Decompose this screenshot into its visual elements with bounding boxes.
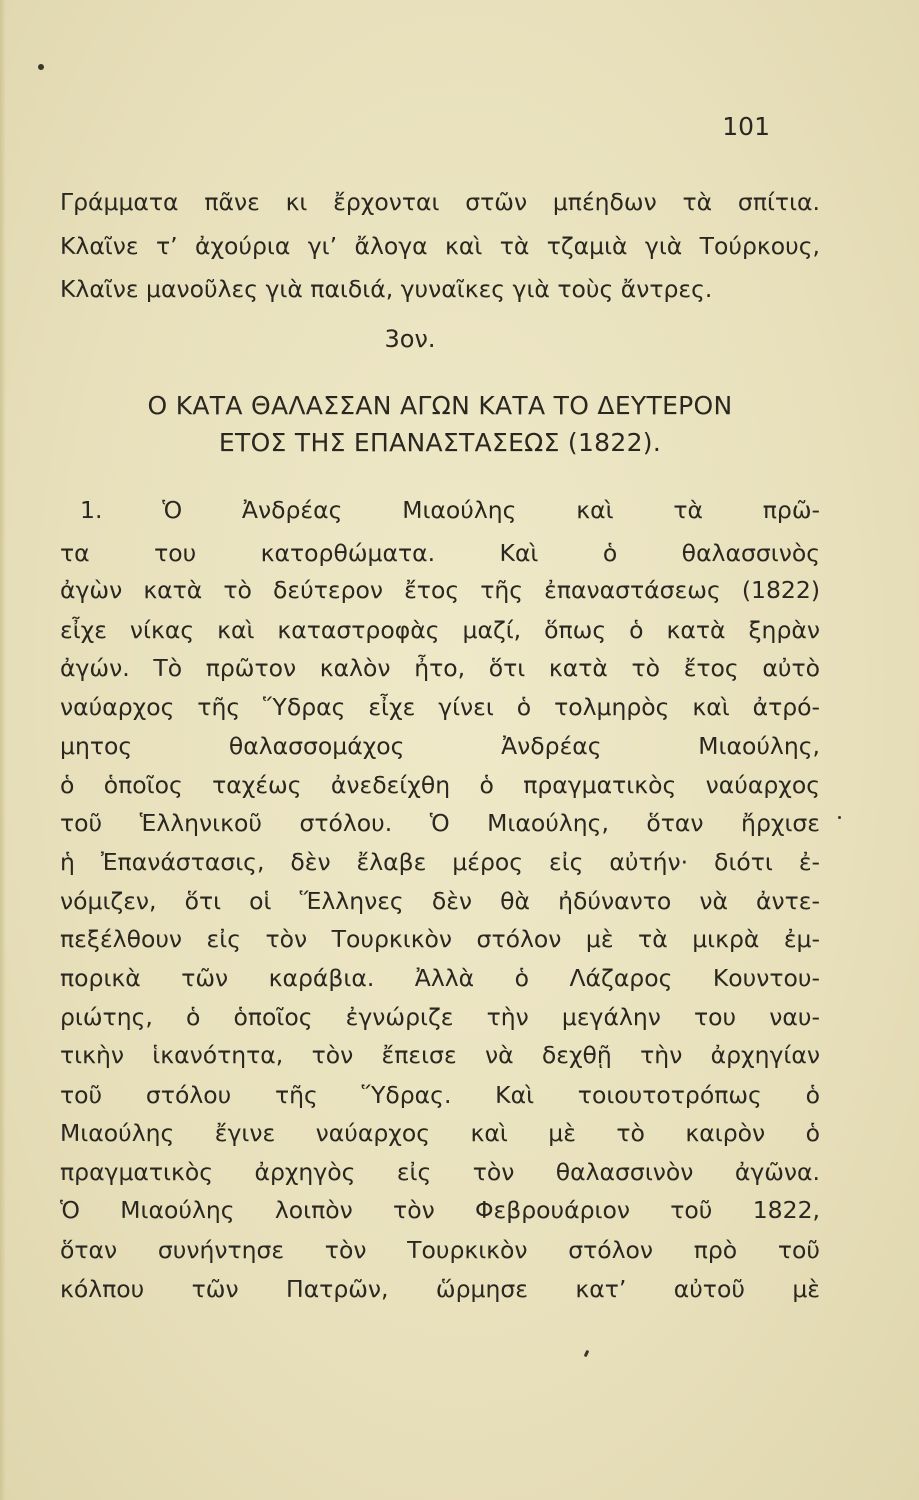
body-line-2: τα του κατορθώματα. Καὶ ὁ θαλασσινὸς: [60, 539, 820, 567]
verse-line-2: Κλαῖνε τ’ ἀχούρια γι’ ἄλογα καὶ τὰ τζαμιὰ γιὰ Τούρκους,: [60, 232, 820, 260]
body-line-16: τοῦ στόλου τῆς Ὕδρας. Καὶ τοιουτοτρόπως ὁ: [60, 1081, 820, 1109]
body-line-10: ἡ Ἐπανάστασις, δὲν ἔλαβε μέρος εἰς αὐτήν· διότι ἐ-: [60, 848, 820, 876]
section-number: 3ον.: [384, 325, 436, 353]
ink-speck: [838, 816, 841, 819]
body-line-5: ἀγών. Τὸ πρῶτον καλὸν ἦτο, ὅτι κατὰ τὸ ἔτος αὐτὸ: [60, 654, 820, 682]
verse-line-3: Κλαῖνε μανοῦλες γιὰ παιδιά, γυναῖκες γιὰ τοὺς ἄντρες.: [60, 275, 713, 303]
body-line-13: πορικὰ τῶν καράβια. Ἀλλὰ ὁ Λάζαρος Κουντου-: [60, 964, 820, 992]
chapter-heading-line-2: ΕΤΟΣ ΤΗΣ ΕΠΑΝΑΣΤΑΣΕΩΣ (1822).: [218, 428, 662, 457]
ink-speck: [584, 1350, 590, 1358]
body-line-20: ὅταν συνήντησε τὸν Τουρκικὸν στόλον πρὸ τοῦ: [60, 1236, 820, 1264]
verse-line-1: Γράμματα πᾶνε κι ἔρχονται στῶν μπέηδων τὰ σπίτια.: [60, 188, 820, 216]
body-line-21: κόλπου τῶν Πατρῶν, ὥρμησε κατ’ αὐτοῦ μὲ: [60, 1275, 820, 1303]
body-line-9: τοῦ Ἑλληνικοῦ στόλου. Ὁ Μιαούλης, ὅταν ἤρχισε: [60, 809, 820, 837]
body-line-1: 1. Ὁ Ἀνδρέας Μιαούλης καὶ τὰ πρῶ-: [80, 496, 820, 524]
body-line-11: νόμιζεν, ὅτι οἱ Ἕλληνες δὲν θὰ ἠδύναντο νὰ ἀντε-: [60, 887, 820, 915]
page-number: 101: [722, 112, 770, 141]
body-line-18: πραγματικὸς ἀρχηγὸς εἰς τὸν θαλασσινὸν ἀγῶνα.: [60, 1158, 820, 1186]
body-line-8: ὁ ὁποῖος ταχέως ἀνεδείχθη ὁ πραγματικὸς ναύαρχος: [60, 771, 820, 799]
body-line-17: Μιαούλης ἔγινε ναύαρχος καὶ μὲ τὸ καιρὸν ὁ: [60, 1119, 820, 1147]
page-edge-shadow: [0, 0, 6, 1500]
body-line-3: ἀγὼν κατὰ τὸ δεύτερον ἔτος τῆς ἐπαναστάσεως (1822): [60, 576, 820, 604]
body-line-19: Ὁ Μιαούλης λοιπὸν τὸν Φεβρουάριον τοῦ 1822,: [60, 1196, 820, 1224]
chapter-heading-line-1: Ο ΚΑΤΑ ΘΑΛΑΣΣΑΝ ΑΓΩΝ ΚΑΤΑ ΤΟ ΔΕΥΤΕΡΟΝ: [147, 391, 733, 420]
body-line-12: πεξέλθουν εἰς τὸν Τουρκικὸν στόλον μὲ τὰ μικρὰ ἐμ-: [60, 925, 820, 953]
ink-speck: [38, 64, 44, 70]
body-line-6: ναύαρχος τῆς Ὕδρας εἶχε γίνει ὁ τολμηρὸς καὶ ἀτρό-: [60, 693, 820, 721]
body-line-7: μητος θαλασσομάχος Ἀνδρέας Μιαούλης,: [60, 732, 820, 760]
body-line-15: τικὴν ἱκανότητα, τὸν ἔπεισε νὰ δεχθῇ τὴν ἀρχηγίαν: [60, 1041, 820, 1069]
body-line-14: ριώτης, ὁ ὁποῖος ἐγνώριζε τὴν μεγάλην του ναυ-: [60, 1003, 820, 1031]
body-line-4: εἶχε νίκας καὶ καταστροφὰς μαζί, ὅπως ὁ κατὰ ξηρὰν: [60, 616, 820, 644]
